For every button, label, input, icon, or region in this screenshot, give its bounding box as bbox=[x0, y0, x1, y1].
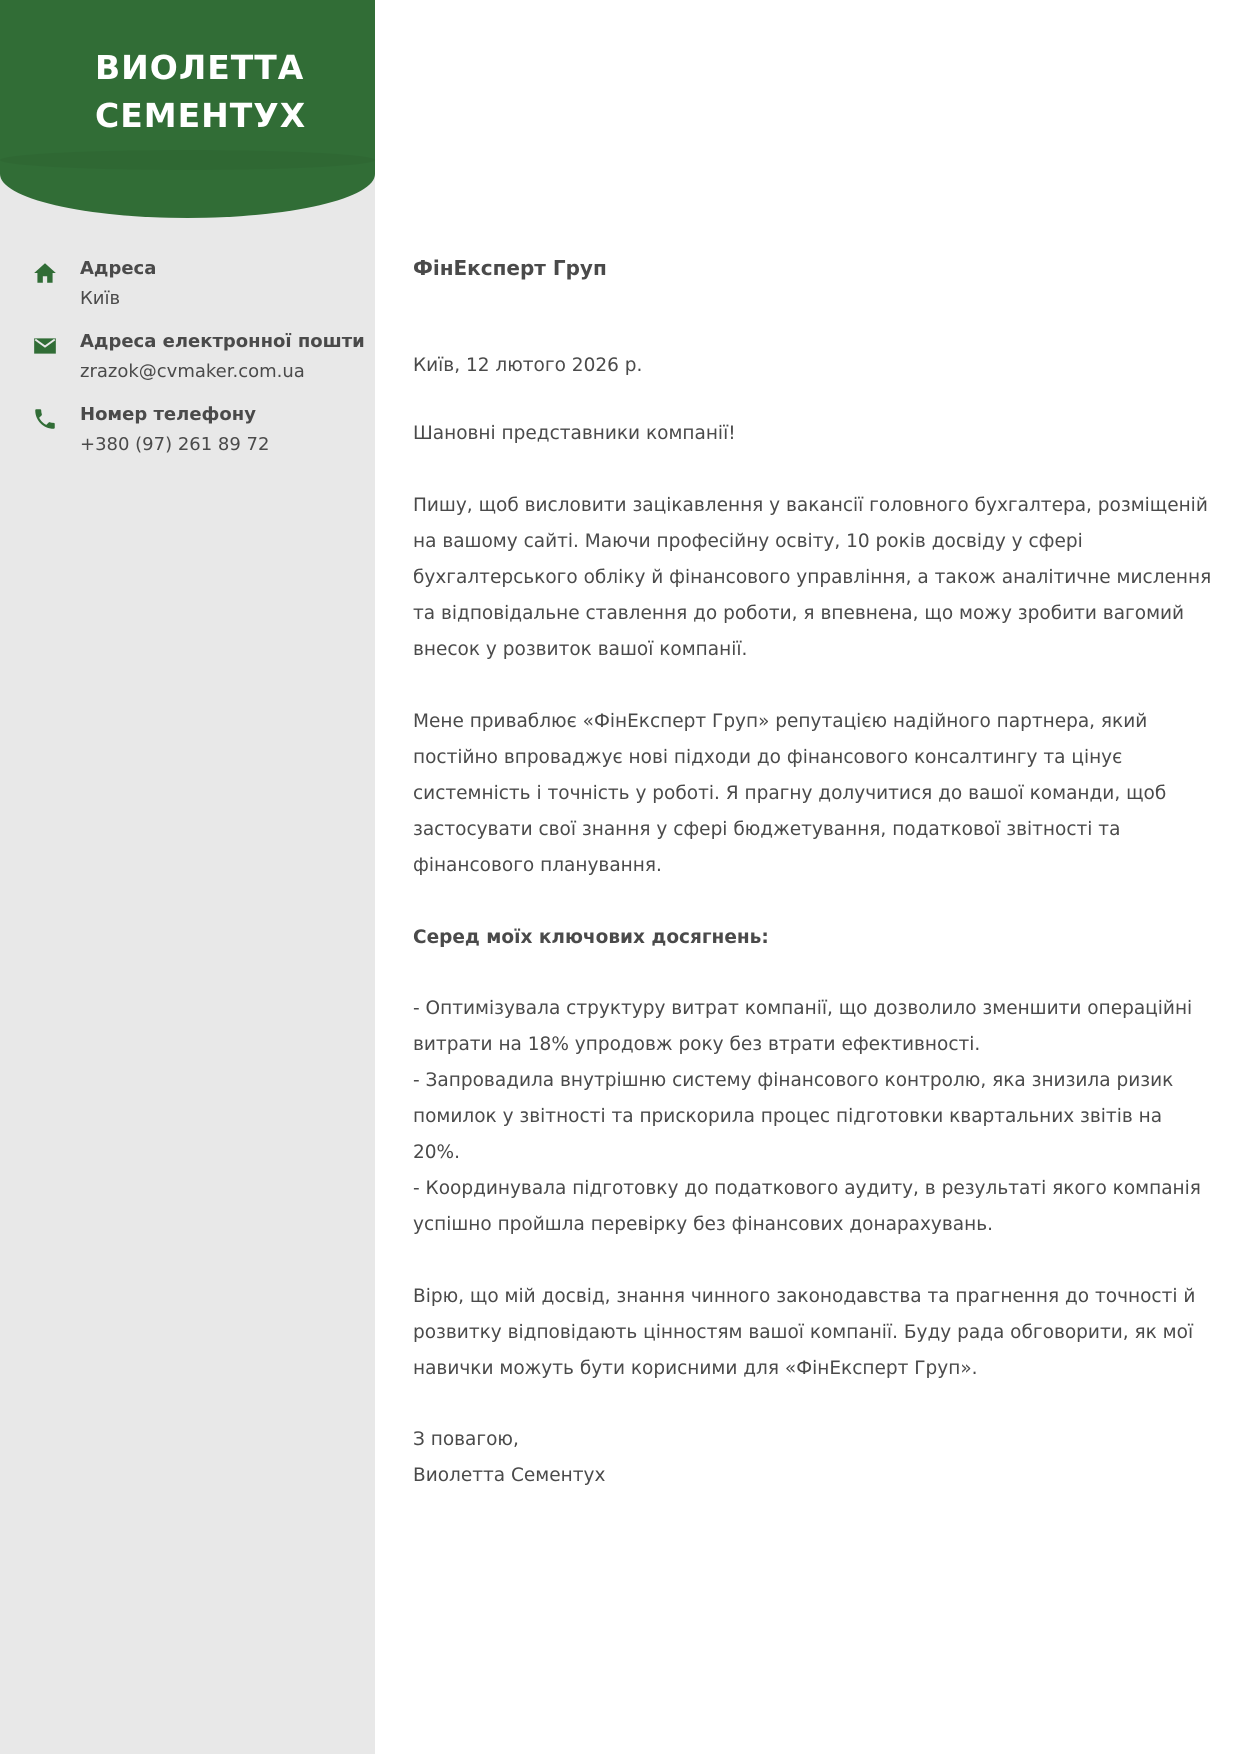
achievements-heading: Серед моїх ключових досягнень: bbox=[413, 927, 769, 948]
list-item: - Запровадила внутрішню систему фінансового контролю, яка знизила ризик помилок у звітності та прискорила процес підготовки квартальних звітів на 20%. bbox=[413, 1070, 1174, 1163]
phone-icon bbox=[32, 406, 58, 432]
sidebar bbox=[0, 0, 375, 1754]
contact-email-value[interactable]: zrazok@cvmaker.com.ua bbox=[80, 361, 305, 382]
mail-icon bbox=[32, 333, 58, 359]
paragraph-motivation: Мене приваблює «ФінЕксперт Груп» репутацією надійного партнера, який постійно впроваджує нові підходи до фінансового консалтингу та цінує системність і точність у роботі. Я прагну долучитися до вашої команди, щоб застосувати свої знання у сфері бюджетування, податкової звітності та фінансового планування. bbox=[413, 711, 1167, 876]
signature-name: Виолетта Сементух bbox=[413, 1465, 606, 1486]
contact-address-label: Адреса bbox=[80, 258, 157, 279]
contact-email-label: Адреса електронної пошти bbox=[80, 331, 365, 352]
name-first: ВИОЛЕТТА bbox=[95, 48, 305, 87]
greeting: Шановні представники компанії! bbox=[413, 423, 736, 444]
contact-phone-label: Номер телефону bbox=[80, 404, 256, 425]
letter-date: Київ, 12 лютого 2026 р. bbox=[413, 355, 643, 376]
achievements-list bbox=[413, 991, 1213, 1243]
paragraph-closing: Вірю, що мій досвід, знання чинного законодавства та прагнення до точності й розвитку відповідають цінностям вашої компанії. Буду рада обговорити, як мої навички можуть бути корисними для «ФінЕксперт Груп». bbox=[413, 1286, 1196, 1379]
name-header bbox=[0, 0, 375, 218]
home-icon bbox=[32, 260, 58, 286]
sign-off: З повагою, bbox=[413, 1429, 519, 1450]
list-item: - Оптимізувала структуру витрат компанії, що дозволило зменшити операційні витрати на 18% упродовж року без втрати ефективності. bbox=[413, 998, 1193, 1055]
name-last: СЕМЕНТУХ bbox=[95, 96, 307, 135]
contact-phone-value[interactable]: +380 (97) 261 89 72 bbox=[80, 434, 270, 455]
company-name: ФінЕксперт Груп bbox=[413, 256, 607, 280]
contact-address-value: Київ bbox=[80, 288, 121, 309]
list-item: - Координувала підготовку до податкового аудиту, в результаті якого компанія успішно пройшла перевірку без фінансових донарахувань. bbox=[413, 1178, 1201, 1235]
paragraph-intro: Пишу, щоб висловити зацікавлення у вакансії головного бухгалтера, розміщеній на вашому сайті. Маючи професійну освіту, 10 років досвіду у сфері бухгалтерського обліку й фінансового управління, а також аналітичне мислення та відповідальне ставлення до роботи, я впевнена, що можу зробити вагомий внесок у розвиток вашої компанії. bbox=[413, 495, 1212, 660]
